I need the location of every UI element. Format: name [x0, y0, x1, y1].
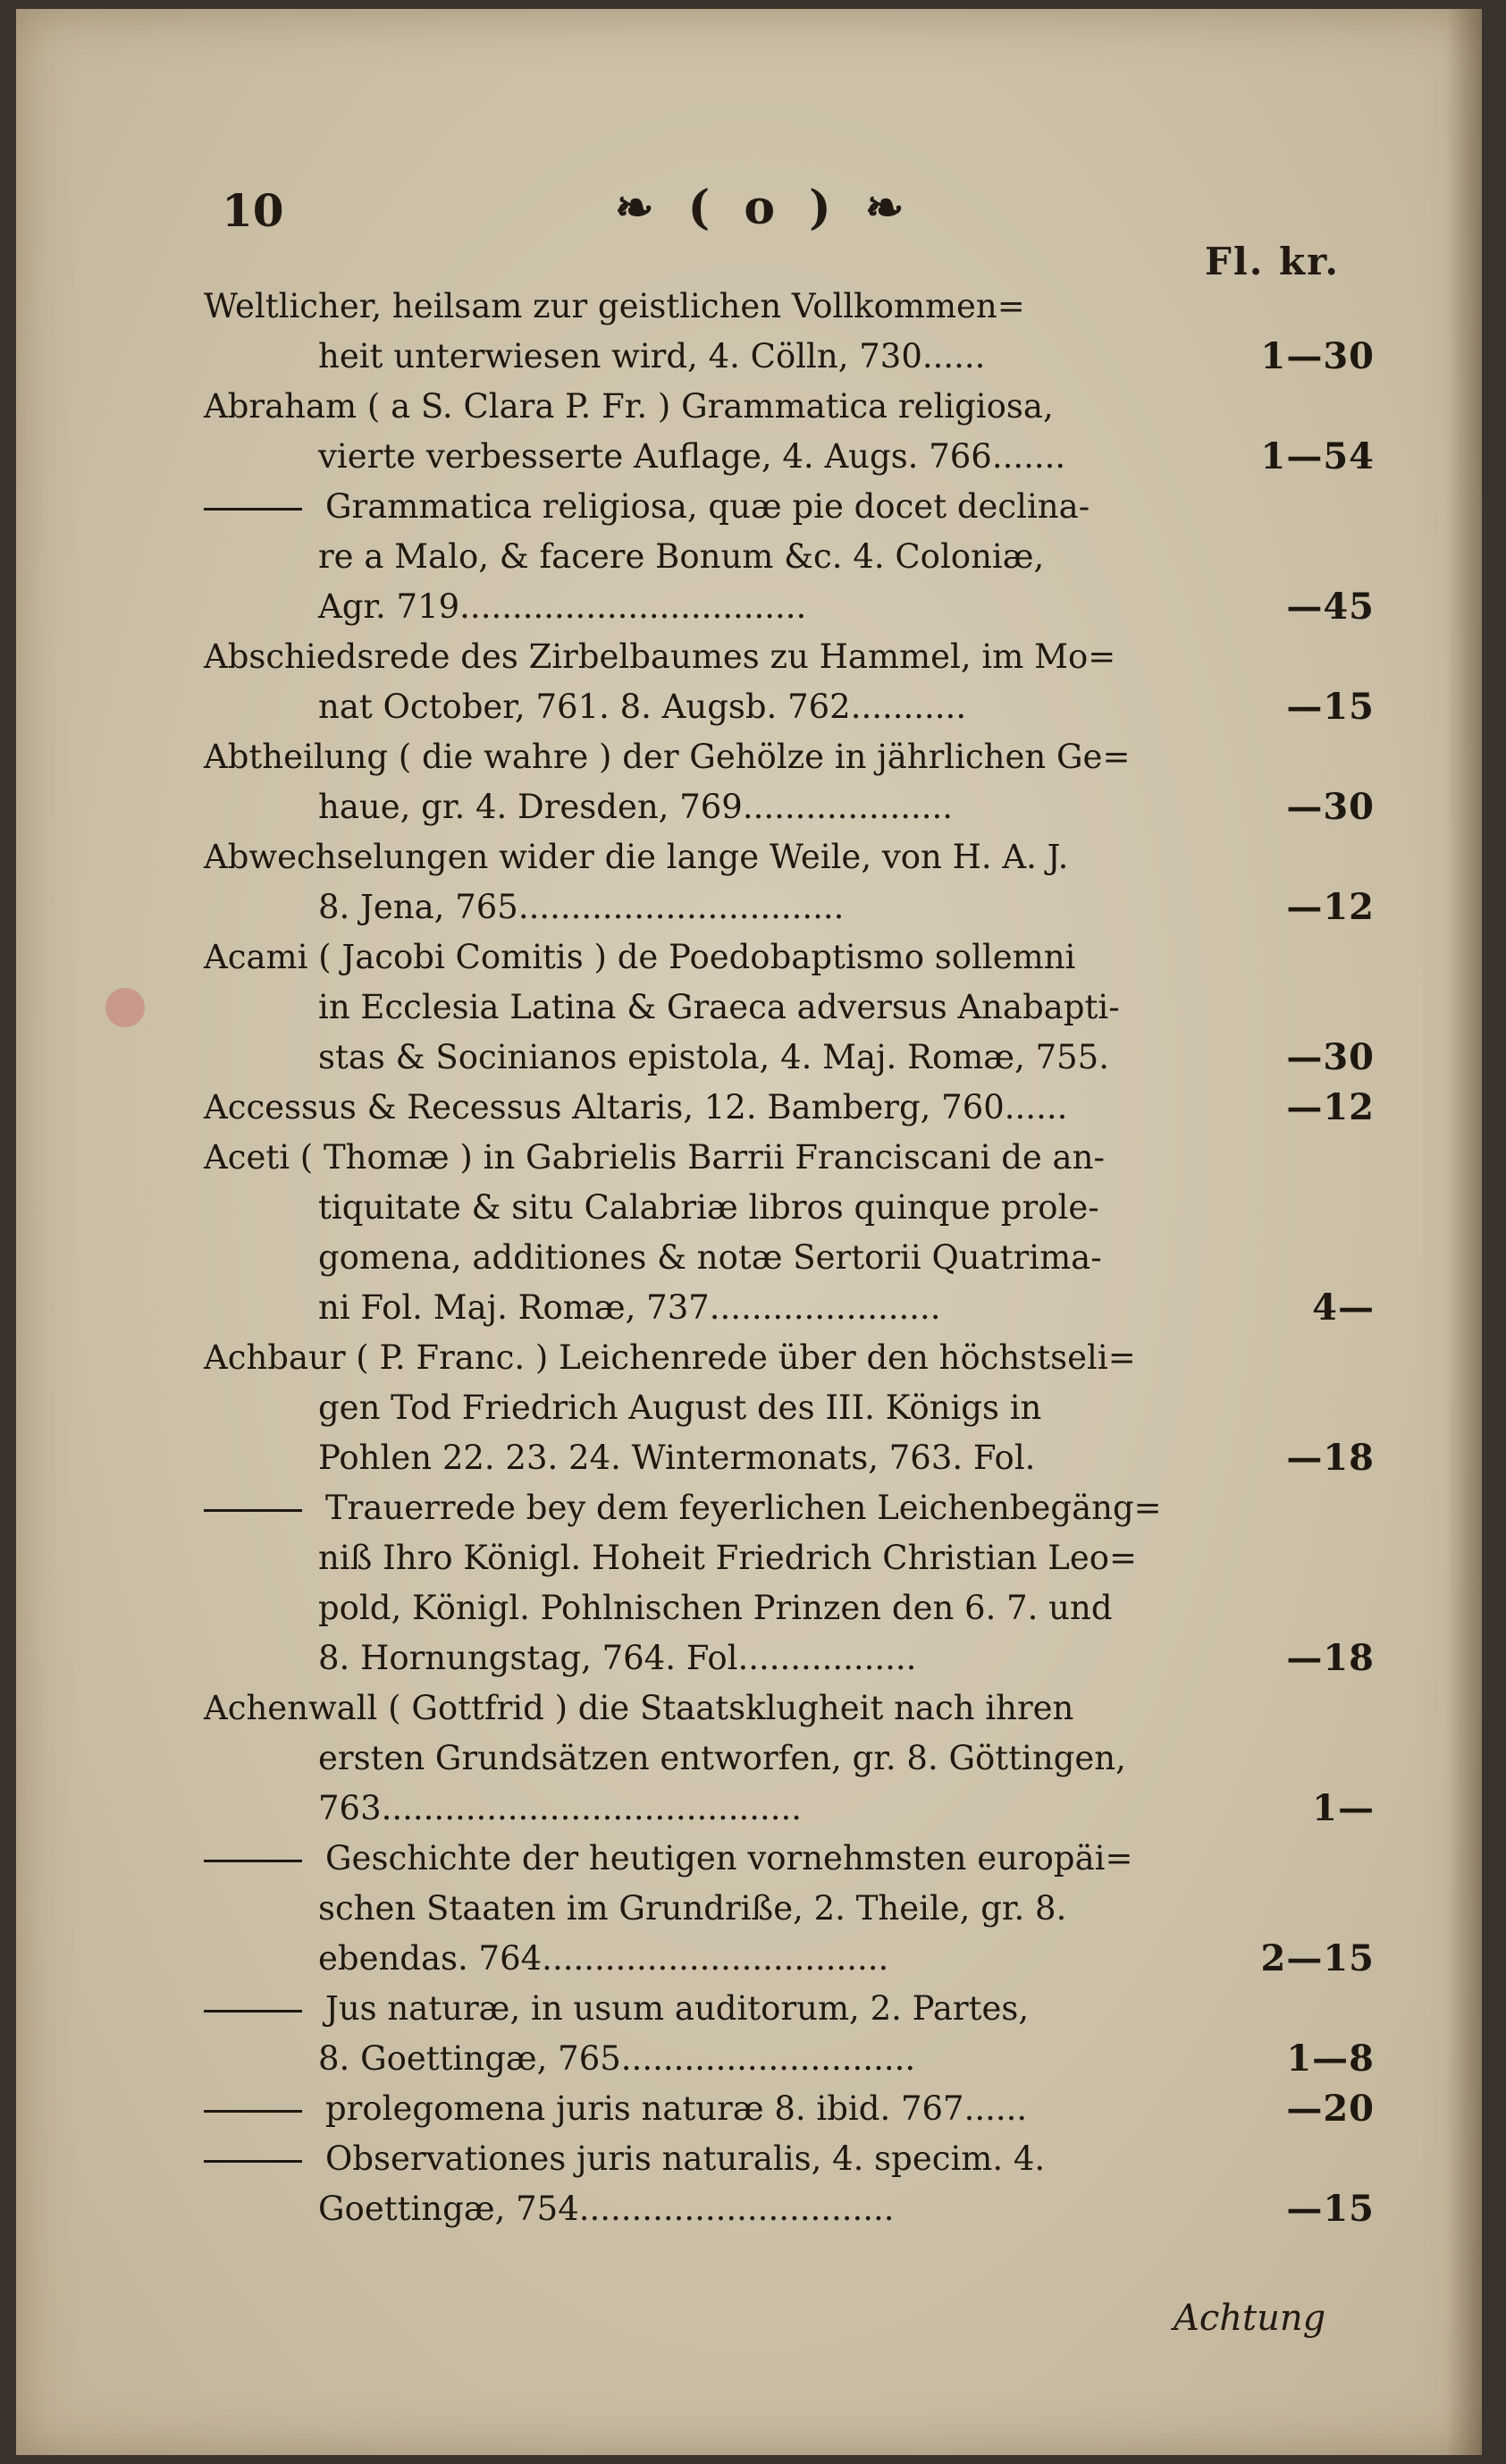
- entry-text-content: stas & Socinianos epistola, 4. Maj. Romæ, 755.: [318, 1038, 1109, 1076]
- entry-text-content: Jus naturæ, in usum auditorum, 2. Partes,: [325, 1989, 1030, 2028]
- ditto-dash: [204, 1860, 302, 1862]
- catalog-line: [204, 1984, 1375, 2034]
- entry-text: [318, 1934, 888, 1984]
- catalog-line: [204, 882, 1375, 932]
- entry-text: [318, 1533, 1137, 1583]
- entry-text-content: re a Malo, & facere Bonum &c. 4. Coloniæ,: [318, 537, 1045, 576]
- entry-text-content: Acami ( Jacobi Comitis ) de Poedobaptismo sollemni: [204, 938, 1076, 976]
- catalog-line: [204, 932, 1375, 983]
- entry-text-content: Goettingæ, 754..............................: [318, 2190, 895, 2228]
- entry-text-content: tiquitate & situ Calabriæ libros quinque prole-: [318, 1188, 1099, 1227]
- catalog-line: [204, 1233, 1375, 1283]
- catalog-line: [204, 1683, 1375, 1734]
- entry-text: [318, 782, 953, 832]
- entry-text: [318, 1383, 1041, 1433]
- entry-price: 1—30: [1260, 335, 1375, 377]
- entry-text: [204, 1083, 1067, 1133]
- catalog-line: [204, 1133, 1375, 1183]
- entry-text-content: prolegomena juris naturæ 8. ibid. 767......: [325, 2089, 1028, 2128]
- entry-text: [318, 332, 985, 382]
- catalog-line: [204, 2184, 1375, 2234]
- price-column-header: Fl. kr.: [1205, 240, 1341, 283]
- entry-text-content: Grammatica religiosa, quæ pie docet declina-: [325, 487, 1090, 526]
- entry-text: [204, 2134, 1045, 2184]
- entry-price: 1—54: [1260, 435, 1375, 477]
- entry-price: 1—8: [1286, 2038, 1375, 2080]
- entry-text-content: Agr. 719.................................: [318, 587, 807, 626]
- entry-price: —30: [1286, 1036, 1375, 1078]
- entry-text: [318, 1233, 1102, 1283]
- entry-price: —18: [1286, 1637, 1375, 1679]
- entry-text: [204, 732, 1130, 782]
- catalog-line: [204, 482, 1375, 532]
- entry-text: [204, 482, 1090, 532]
- entry-text-content: Trauerrede bey dem feyerlichen Leichenbegäng=: [325, 1489, 1162, 1527]
- entry-text-content: 763........................................: [318, 1789, 803, 1827]
- ditto-dash: [204, 508, 302, 511]
- entry-text: [204, 1834, 1132, 1884]
- entry-price: —20: [1286, 2088, 1375, 2130]
- catalog-line: [204, 983, 1375, 1033]
- entry-text-content: 8. Hornungstag, 764. Fol.................: [318, 1639, 917, 1677]
- catalog-line: [204, 782, 1375, 832]
- catalog-line: [204, 832, 1375, 882]
- catalog-entries: [204, 282, 1375, 2234]
- entry-text-content: haue, gr. 4. Dresden, 769....................: [318, 788, 954, 826]
- catalog-line: [204, 432, 1375, 482]
- catalog-line: [204, 1734, 1375, 1784]
- catalog-line: [204, 2084, 1375, 2134]
- entry-text: [204, 2084, 1027, 2134]
- entry-text: [318, 2184, 895, 2234]
- entry-text-content: niß Ihro Königl. Hoheit Friedrich Christian Leo=: [318, 1539, 1138, 1577]
- entry-text-content: Abwechselungen wider die lange Weile, von H. A. J.: [204, 838, 1069, 876]
- catalog-line: [204, 1033, 1375, 1083]
- entry-text-content: Pohlen 22. 23. 24. Wintermonats, 763. Fol.: [318, 1439, 1036, 1477]
- catalog-line: [204, 1333, 1375, 1383]
- entry-price: 2—15: [1260, 1937, 1375, 1979]
- catchword: Achtung: [1174, 2298, 1326, 2339]
- catalog-line: [204, 1583, 1375, 1633]
- catalog-line: [204, 632, 1375, 682]
- entry-text: [204, 382, 1054, 432]
- catalog-line: [204, 1283, 1375, 1333]
- entry-price: —18: [1286, 1437, 1375, 1479]
- catalog-line: [204, 532, 1375, 582]
- catalog-line: [204, 1633, 1375, 1683]
- entry-price: —12: [1286, 886, 1375, 928]
- entry-text: [204, 1483, 1162, 1533]
- entry-text-content: heit unterwiesen wird, 4. Cölln, 730......: [318, 337, 986, 376]
- entry-text-content: Accessus & Recessus Altaris, 12. Bamberg, 760......: [204, 1088, 1068, 1127]
- entry-text-content: Achenwall ( Gottfrid ) die Staatsklugheit nach ihren: [204, 1689, 1074, 1727]
- catalog-line: [204, 1533, 1375, 1583]
- ditto-dash: [204, 2160, 302, 2163]
- catalog-line: [204, 382, 1375, 432]
- catalog-line: [204, 1383, 1375, 1433]
- entry-text: [318, 1283, 941, 1333]
- entry-price: —12: [1286, 1086, 1375, 1128]
- entry-text-content: Aceti ( Thomæ ) in Gabrielis Barrii Franciscani de an-: [204, 1138, 1105, 1177]
- catalog-line: [204, 1083, 1375, 1133]
- entry-price: —15: [1286, 686, 1375, 728]
- entry-text: [204, 832, 1068, 882]
- entry-text-content: ebendas. 764.................................: [318, 1939, 889, 1978]
- entry-text-content: Weltlicher, heilsam zur geistlichen Vollkommen=: [204, 287, 1025, 325]
- entry-text-content: vierte verbesserte Auflage, 4. Augs. 766.......: [318, 437, 1066, 476]
- entry-text: [318, 882, 844, 932]
- entry-text-content: Abraham ( a S. Clara P. Fr. ) Grammatica religiosa,: [204, 387, 1054, 426]
- catalog-line: [204, 1934, 1375, 1984]
- page-gutter-shadow: [1446, 9, 1482, 2455]
- catalog-line: [204, 682, 1375, 732]
- catalog-line: [204, 332, 1375, 382]
- entry-text: [318, 582, 806, 632]
- entry-text: [318, 1183, 1099, 1233]
- entry-text-content: 8. Jena, 765...............................: [318, 888, 845, 926]
- header-ornament: ❧ ( o ) ❧: [615, 181, 913, 235]
- catalog-line: [204, 1183, 1375, 1233]
- catalog-line: [204, 1483, 1375, 1533]
- ditto-dash: [204, 2010, 302, 2013]
- entry-price: —30: [1286, 786, 1375, 828]
- entry-text: [318, 1033, 1109, 1083]
- entry-text: [204, 1683, 1073, 1734]
- entry-text-content: gen Tod Friedrich August des III. Königs in: [318, 1388, 1042, 1427]
- entry-text: [318, 1633, 916, 1683]
- entry-text: [318, 682, 966, 732]
- entry-text: [318, 1784, 802, 1834]
- entry-text: [318, 1734, 1126, 1784]
- catalog-line: [204, 1884, 1375, 1934]
- entry-text: [204, 1133, 1105, 1183]
- entry-text-content: Abschiedsrede des Zirbelbaumes zu Hammel, im Mo=: [204, 637, 1116, 676]
- entry-text: [318, 983, 1120, 1033]
- entry-text-content: pold, Königl. Pohlnischen Prinzen den 6. 7. und: [318, 1589, 1113, 1627]
- entry-text: [318, 1884, 1066, 1934]
- catalog-line: [204, 282, 1375, 332]
- entry-text: [204, 1333, 1136, 1383]
- ditto-dash: [204, 1509, 302, 1512]
- entry-text-content: ni Fol. Maj. Romæ, 737......................: [318, 1288, 941, 1327]
- entry-text: [204, 632, 1115, 682]
- entry-text: [318, 532, 1044, 582]
- entry-text-content: schen Staaten im Grundriße, 2. Theile, gr. 8.: [318, 1889, 1067, 1928]
- entry-text: [318, 1583, 1113, 1633]
- entry-text-content: gomena, additiones & notæ Sertorii Quatrima-: [318, 1238, 1102, 1277]
- catalog-line: [204, 1433, 1375, 1483]
- entry-text: [318, 1433, 1035, 1483]
- entry-text: [204, 932, 1075, 983]
- running-head: [204, 181, 1366, 283]
- red-stain-mark: [105, 988, 145, 1027]
- entry-text-content: ersten Grundsätzen entworfen, gr. 8. Göttingen,: [318, 1739, 1126, 1777]
- entry-text-content: in Ecclesia Latina & Graeca adversus Anabapti-: [318, 988, 1120, 1026]
- entry-price: —15: [1286, 2188, 1375, 2230]
- catalog-line: [204, 2134, 1375, 2184]
- entry-text: [318, 432, 1065, 482]
- catalog-line: [204, 1784, 1375, 1834]
- ditto-dash: [204, 2110, 302, 2113]
- entry-text-content: Observationes juris naturalis, 4. specim. 4.: [325, 2139, 1046, 2178]
- catalog-line: [204, 1834, 1375, 1884]
- entry-price: —45: [1286, 586, 1375, 628]
- catalog-line: [204, 2034, 1375, 2084]
- entry-text: [204, 282, 1025, 332]
- entry-price: 4—: [1312, 1287, 1375, 1329]
- entry-text-content: Abtheilung ( die wahre ) der Gehölze in jährlichen Ge=: [204, 738, 1131, 776]
- catalog-line: [204, 732, 1375, 782]
- entry-text: [204, 1984, 1029, 2034]
- entry-text: [318, 2034, 915, 2084]
- page-number: 10: [222, 184, 284, 237]
- entry-price: 1—: [1312, 1787, 1375, 1829]
- entry-text-content: nat October, 761. 8. Augsb. 762...........: [318, 688, 967, 726]
- entry-text-content: Achbaur ( P. Franc. ) Leichenrede über den höchstseli=: [204, 1338, 1136, 1377]
- entry-text-content: 8. Goettingæ, 765............................: [318, 2039, 916, 2078]
- book-page: [16, 9, 1482, 2455]
- catalog-line: [204, 582, 1375, 632]
- entry-text-content: Geschichte der heutigen vornehmsten europäi=: [325, 1839, 1133, 1878]
